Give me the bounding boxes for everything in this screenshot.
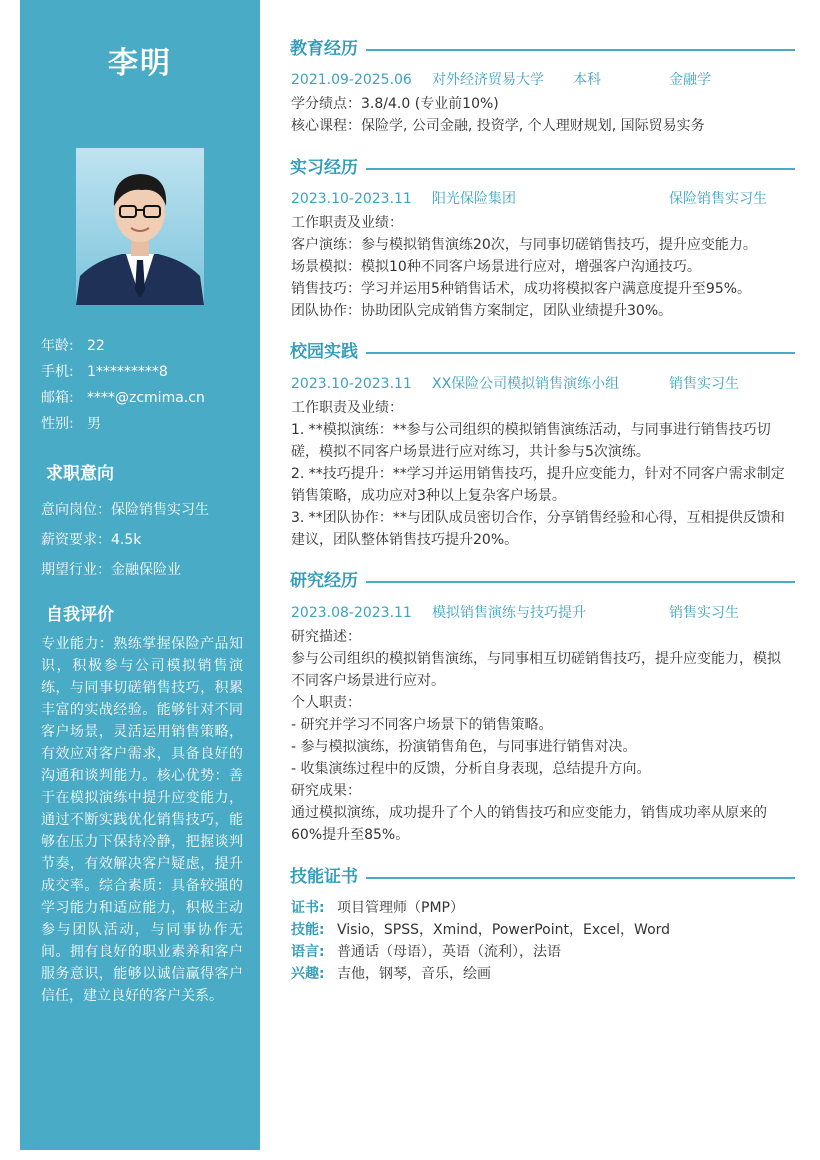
campus-body (291, 397, 794, 551)
research-heading: 研究经历 (290, 570, 366, 592)
internship-date: 2023.10-2023.11 (291, 191, 412, 207)
education-major: 金融学 (669, 72, 711, 88)
intent-list (41, 495, 209, 585)
sidebar (20, 0, 260, 1150)
research-project: 模拟销售演练与技巧提升 (432, 605, 586, 621)
info-phone: 手机: 1*********8 (41, 364, 168, 380)
research-line: 参与公司组织的模拟销售演练，与同事相互切磋销售技巧，提升应变能力，模拟不同客户场景进行应对。 (291, 651, 781, 689)
internship-role: 保险销售实习生 (669, 191, 767, 207)
intent-item: 薪资要求：4.5k (41, 532, 142, 548)
skills-body (291, 897, 794, 985)
research-section-header (290, 570, 795, 592)
research-date: 2023.08-2023.11 (291, 605, 412, 621)
education-meta (291, 70, 796, 90)
skill-row-hobbies: 兴趣: 吉他，钢琴，音乐，绘画 (291, 966, 491, 982)
education-school: 对外经济贸易大学 (432, 72, 544, 88)
skill-row-language: 语言: 普通话（母语），英语（流利），法语 (291, 944, 561, 960)
intent-heading: 求职意向 (46, 464, 114, 484)
education-body (291, 93, 794, 137)
campus-line: 工作职责及业绩： (291, 400, 403, 416)
internship-line: 工作职责及业绩： (291, 215, 403, 231)
avatar-portrait-icon (76, 148, 204, 305)
education-date: 2021.09-2025.06 (291, 72, 412, 88)
self-eval-heading: 自我评价 (46, 605, 114, 625)
research-line: - 参与模拟演练，扮演销售角色，与同事进行销售对决。 (291, 739, 637, 755)
campus-date: 2023.10-2023.11 (291, 376, 412, 392)
skills-heading: 技能证书 (290, 866, 366, 888)
research-line: 通过模拟演练，成功提升了个人的销售技巧和应变能力，销售成功率从原来的60%提升至85%。 (291, 805, 767, 843)
education-section-header (290, 38, 795, 60)
intent-item: 意向岗位：保险销售实习生 (41, 502, 209, 518)
campus-line: 3. **团队协作：**与团队成员密切合作，分享销售经验和心得，互相提供反馈和建议，团队整体销售技巧提升20%。 (291, 510, 785, 548)
skill-row-cert: 证书: 项目管理师（PMP） (291, 900, 464, 916)
skill-row-skills: 技能: Visio，SPSS，Xmind，PowerPoint，Excel，Word (291, 922, 671, 938)
internship-line: 客户演练：参与模拟销售演练20次，与同事切磋销售技巧，提升应变能力。 (291, 237, 757, 253)
research-meta (291, 603, 796, 623)
internship-body (291, 212, 794, 322)
internship-line: 团队协作：协助团队完成销售方案制定，团队业绩提升30%。 (291, 303, 673, 319)
internship-org: 阳光保险集团 (432, 191, 516, 207)
research-line: 研究成果： (291, 783, 361, 799)
research-body (291, 626, 794, 846)
research-line: 研究描述： (291, 629, 361, 645)
internship-line: 场景模拟：模拟10种不同客户场景进行应对，增强客户沟通技巧。 (291, 259, 701, 275)
internship-line: 销售技巧：学习并运用5种销售话术，成功将模拟客户满意度提升至95%。 (291, 281, 752, 297)
info-email: 邮箱: ****@zcmima.cn (41, 390, 205, 406)
skills-section-header (290, 866, 795, 888)
candidate-name: 李明 (108, 46, 172, 81)
education-line: 核心课程：保险学, 公司金融, 投资学, 个人理财规划, 国际贸易实务 (291, 118, 705, 134)
campus-line: 1. **模拟演练：**参与公司组织的模拟销售演练活动，与同事进行销售技巧切磋，模拟不同客户场景进行应对练习，共计参与5次演练。 (291, 422, 771, 460)
internship-meta (291, 189, 796, 209)
campus-section-header (290, 341, 795, 363)
campus-line: 2. **技巧提升：**学习并运用销售技巧，提升应变能力，针对不同客户需求制定销售策略，成功应对3种以上复杂客户场景。 (291, 466, 785, 504)
intent-item: 期望行业：金融保险业 (41, 562, 181, 578)
research-role: 销售实习生 (669, 605, 739, 621)
info-gender: 性别: 男 (41, 416, 101, 432)
education-degree: 本科 (573, 72, 601, 88)
campus-heading: 校园实践 (290, 341, 366, 363)
profile-photo (76, 148, 204, 305)
personal-info (41, 333, 205, 437)
research-line: - 研究并学习不同客户场景下的销售策略。 (291, 717, 553, 733)
self-eval-text: 专业能力：熟练掌握保险产品知识，积极参与公司模拟销售演练，与同事切磋销售技巧，积累丰富的实战经验。能够针对不同客户场景，灵活运用销售策略，有效应对客户需求，具备良好的沟通和谈判能力。核心优势：善于在模拟演练中提升应变能力，通过不断实践优化销售技巧，能够在压力下保持冷静，把握谈判节奏，有效解决客户疑虑，提升成交率。综合素质：具备较强的学习能力和适应能力，积极主动参与团队活动，与同事协作无间。拥有良好的职业素养和客户服务意识，能够以诚信赢得客户信任，建立良好的客户关系。 (41, 636, 243, 1004)
research-line: 个人职责： (291, 695, 361, 711)
internship-section-header (290, 157, 795, 179)
education-line: 学分绩点：3.8/4.0 (专业前10%) (291, 96, 499, 112)
research-line: - 收集演练过程中的反馈，分析自身表现，总结提升方向。 (291, 761, 651, 777)
info-age: 年龄: 22 (41, 338, 105, 354)
education-heading: 教育经历 (290, 38, 366, 60)
campus-meta (291, 374, 796, 394)
internship-heading: 实习经历 (290, 157, 366, 179)
campus-role: 销售实习生 (669, 376, 739, 392)
campus-org: XX保险公司模拟销售演练小组 (432, 376, 620, 392)
